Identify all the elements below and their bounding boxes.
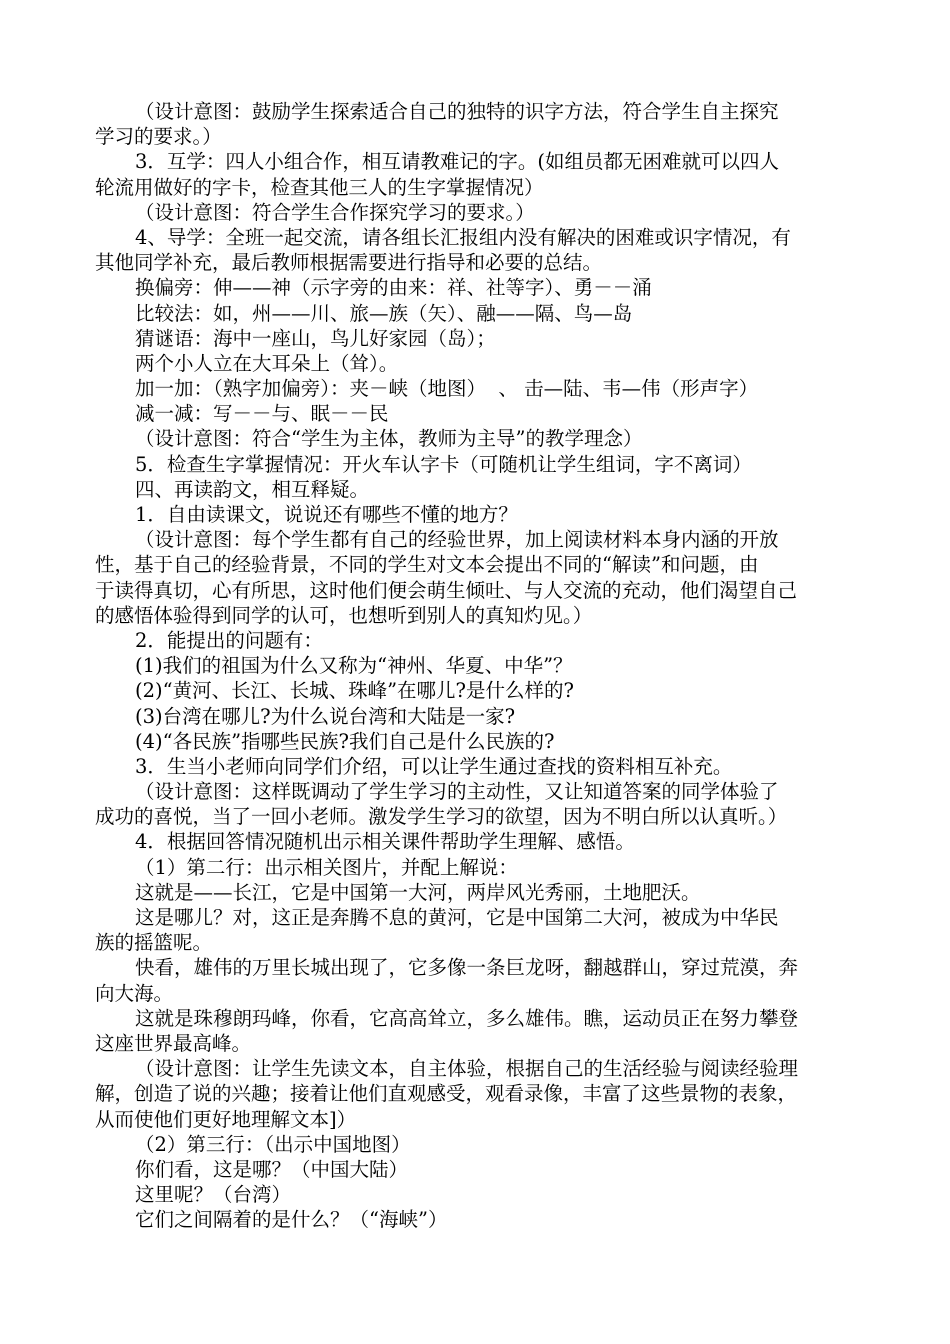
text-line: （1）第二行：出示相关图片，并配上解说：: [135, 855, 518, 879]
text-line: （设计意图：这样既调动了学生学习的主动性，又让知道答案的同学体验了: [135, 780, 779, 804]
text-line: （设计意图：每个学生都有自己的经验世界，加上阅读材料本身内涵的开放: [135, 528, 779, 552]
text-line: 学习的要求。）: [95, 125, 222, 149]
text-line: (2)“黄河、长江、长城、珠峰”在哪儿?是什么样的?: [135, 679, 574, 703]
text-line: （设计意图：鼓励学生探索适合自己的独特的识字方法，符合学生自主探究: [135, 100, 779, 123]
text-line: 这是哪儿？对，这正是奔腾不息的黄河，它是中国第二大河，被成为中华民: [135, 906, 779, 929]
text-line: （设计意图：符合“学生为主体，教师为主导”的教学理念）: [135, 427, 643, 451]
text-line: 其他同学补充，最后教师根据需要进行指导和必要的总结。: [95, 251, 603, 275]
text-line: (4)“各民族”指哪些民族?我们自己是什么民族的?: [135, 729, 555, 753]
text-line: 这里呢？（台湾）: [135, 1183, 292, 1207]
document-body: [95, 99, 865, 1232]
text-line: 于读得真切，心有所思，这时他们便会萌生倾吐、与人交流的充动，他们渴望自己: [95, 578, 798, 602]
text-line: 快看，雄伟的万里长城出现了，它多像一条巨龙呀，翻越群山，穿过荒漠，奔: [135, 956, 799, 980]
text-line: 从而使他们更好地理解文本]）: [95, 1107, 357, 1131]
text-line: 这就是珠穆朗玛峰，你看，它高高耸立，多么雄伟。瞧，运动员正在努力攀登: [135, 1006, 799, 1030]
text-line: 两个小人立在大耳朵上（耸）。: [135, 351, 399, 375]
text-line: 它们之间隔着的是什么？（“海峡”）: [135, 1208, 448, 1232]
text-line: 的感悟体验得到同学的认可，也想听到别人的真知灼见。）: [95, 603, 593, 627]
text-line: (3)台湾在哪儿?为什么说台湾和大陆是一家?: [135, 704, 516, 728]
text-line: 解，创造了说的兴趣；接着让他们直观感受，观看录像，丰富了这些景物的表象，: [95, 1082, 798, 1106]
text-line: 加一加：（熟字加偏旁）：夹－峡（地图） 、 击—陆、韦—伟（形声字）: [135, 377, 759, 401]
text-line: 猜谜语：海中一座山，鸟儿好家园（岛）；: [135, 326, 496, 350]
text-line: （设计意图：让学生先读文本，自主体验，根据自己的生活经验与阅读经验理: [135, 1057, 799, 1081]
text-line: 你们看，这是哪？（中国大陆）: [135, 1157, 409, 1181]
text-line: 轮流用做好的字卡，检查其他三人的生字掌握情况）: [95, 175, 544, 199]
text-line: （2）第三行：（出示中国地图）: [135, 1132, 411, 1156]
text-line: 向大海。: [95, 981, 174, 1005]
text-line: 5．检查生字掌握情况：开火车认字卡（可随机让学生组词，字不离词）: [135, 452, 752, 476]
text-line: 1．自由读课文，说说还有哪些不懂的地方？: [135, 503, 518, 526]
text-line: 4．根据回答情况随机出示相关课件帮助学生理解、感悟。: [135, 830, 635, 854]
text-line: 2．能提出的问题有：: [135, 628, 323, 652]
text-line: 这座世界最高峰。: [95, 1031, 252, 1055]
text-line: 族的摇篮呢。: [95, 931, 213, 955]
text-line: 成功的喜悦，当了一回小老师。激发学生学习的欲望，因为不明白所以认真听。）: [95, 805, 788, 829]
text-line: 性，基于自己的经验背景，不同的学生对文本会提出不同的“解读”和问题，由: [95, 553, 759, 577]
text-line: 3．生当小老师向同学们介绍，可以让学生通过查找的资料相互补充。: [135, 754, 733, 778]
text-line: 比较法：如，州——川、旅—族（矢）、融——隔、鸟—岛: [135, 301, 633, 325]
text-line: 换偏旁：伸——神（示字旁的由来：祥、社等字）、勇－－涌: [135, 276, 652, 300]
text-line: 4、导学：全班一起交流，请各组长汇报组内没有解决的困难或识字情况，有: [135, 225, 791, 249]
text-line: (1)我们的祖国为什么又称为“神州、华夏、中华”？: [135, 654, 573, 678]
text-line: 3．互学：四人小组合作，相互请教难记的字。(如组员都无困难就可以四人: [135, 150, 780, 174]
text-line: （设计意图：符合学生合作探究学习的要求。）: [135, 200, 535, 224]
text-line: 这就是——长江，它是中国第一大河，两岸风光秀丽，土地肥沃。: [135, 880, 701, 904]
text-line: 四、再读韵文，相互释疑。: [135, 477, 370, 501]
text-line: 减一减：写－－与、眠－－民: [135, 402, 389, 426]
